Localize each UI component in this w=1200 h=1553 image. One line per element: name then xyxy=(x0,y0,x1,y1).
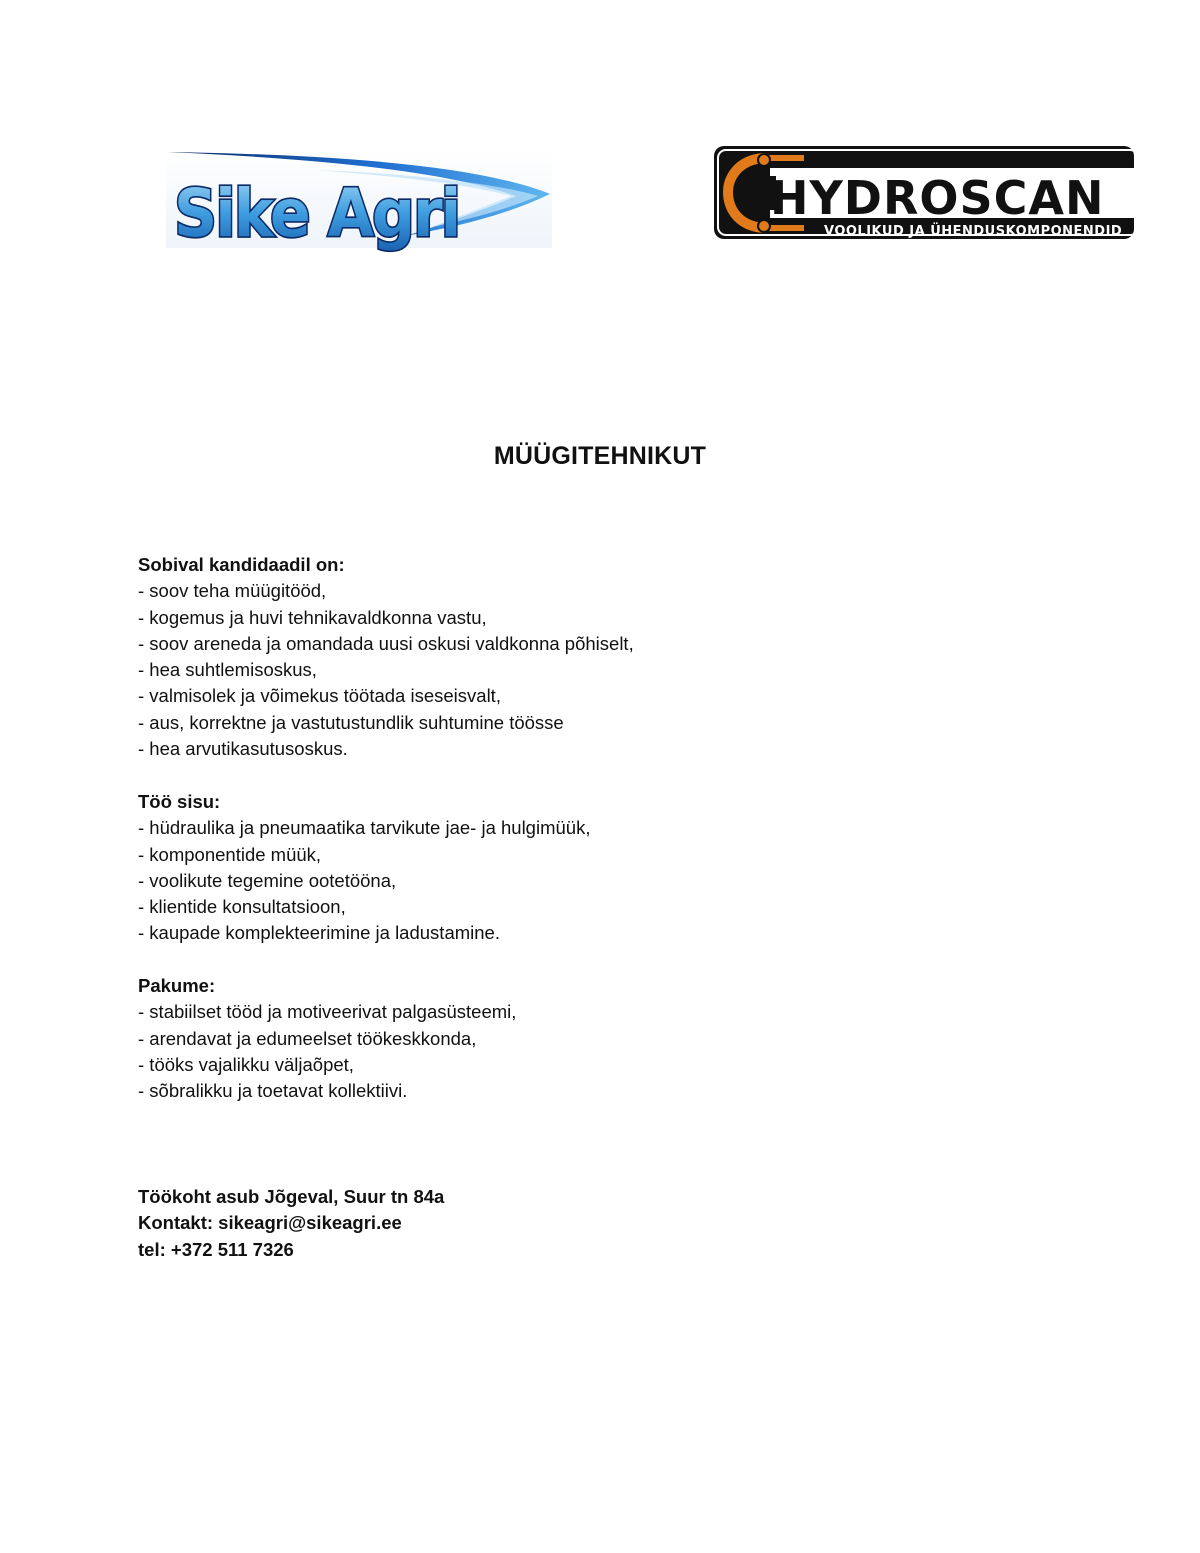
hydroscan-logo xyxy=(714,146,1123,239)
list-item: - voolikute tegemine ootetööna, xyxy=(138,869,397,891)
section-job-content xyxy=(138,789,1038,947)
section-offer xyxy=(138,973,1038,1104)
contact-email: Kontakt: sikeagri@sikeagri.ee xyxy=(138,1212,402,1234)
list-item: - arendavat ja edumeelset töökeskkonda, xyxy=(138,1027,477,1049)
list-item: - kaupade komplekteerimine ja ladustamine. xyxy=(138,922,500,944)
list-item: - soov areneda ja omandada uusi oskusi valdkonna põhiselt, xyxy=(138,632,634,654)
offer-list xyxy=(138,999,1038,1104)
list-item: - hea suhtlemisoskus, xyxy=(138,659,317,681)
hydroscan-logo-subtitle: VOOLIKUD JA ÜHENDUSKOMPONENDID xyxy=(824,224,1123,239)
list-item: - valmisolek ja võimekus töötada iseseisvalt, xyxy=(138,685,501,707)
section-heading: Töö sisu: xyxy=(138,791,221,812)
page-title: MÜÜGITEHNIKUT xyxy=(493,442,707,470)
list-item: - hea arvutikasutusoskus. xyxy=(138,738,348,760)
list-item: - soov teha müügitööd, xyxy=(138,580,327,602)
section-requirements xyxy=(138,552,1038,762)
list-item: - sõbralikku ja toetavat kollektiivi. xyxy=(138,1080,408,1102)
requirements-list xyxy=(138,578,1038,762)
list-item: - stabiilset tööd ja motiveerivat palgasüsteemi, xyxy=(138,1001,517,1023)
list-item: - komponentide müük, xyxy=(138,843,322,865)
sike-agri-logo-text: Sike Agri xyxy=(174,174,460,252)
list-item: - kogemus ja huvi tehnikavaldkonna vastu, xyxy=(138,606,487,628)
sike-agri-logo xyxy=(166,150,552,252)
contact-block xyxy=(138,1184,444,1263)
list-item: - aus, korrektne ja vastutustundlik suhtumine töösse xyxy=(138,711,564,733)
list-item: - tööks vajalikku väljaõpet, xyxy=(138,1053,354,1075)
section-heading: Pakume: xyxy=(138,975,216,996)
hydroscan-logo-text: HYDROSCAN xyxy=(770,171,1105,225)
contact-phone: tel: +372 511 7326 xyxy=(138,1238,294,1260)
list-item: - hüdraulika ja pneumaatika tarvikute jae- ja hulgimüük, xyxy=(138,817,591,839)
job-content-list xyxy=(138,815,1038,946)
workplace-location: Töökoht asub Jõgeval, Suur tn 84a xyxy=(138,1186,445,1207)
section-heading: Sobival kandidaadil on: xyxy=(138,554,345,575)
list-item: - klientide konsultatsioon, xyxy=(138,896,346,918)
